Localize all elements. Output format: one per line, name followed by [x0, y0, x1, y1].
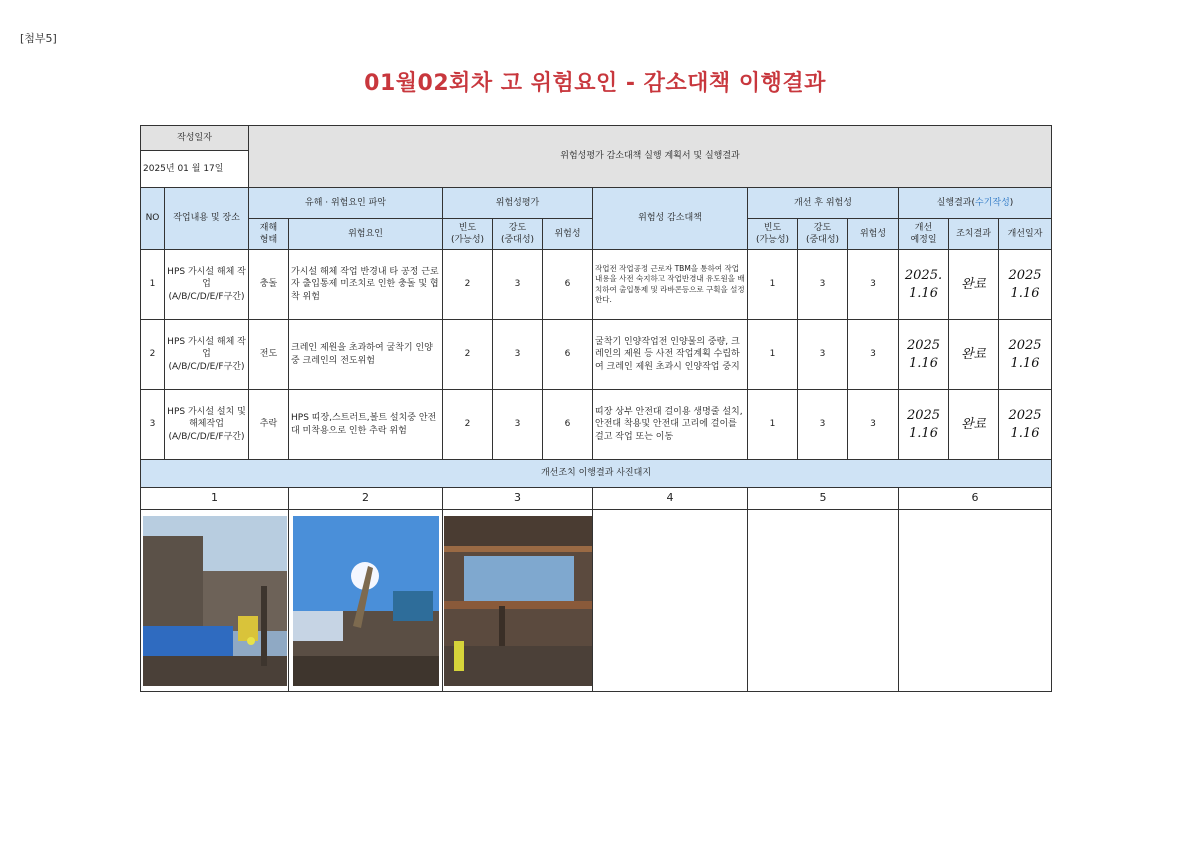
col-planned-date: 개선 예정일 [899, 219, 949, 250]
photo-number: 6 [899, 488, 1052, 510]
col-freq: 빈도 (가능성) [443, 219, 493, 250]
row-after-risk: 3 [848, 390, 899, 460]
photo-section-title: 개선조치 이행결과 사진대지 [141, 460, 1052, 488]
row-after-severity: 3 [798, 320, 848, 390]
row-after-freq: 1 [748, 390, 798, 460]
photo-number: 2 [289, 488, 443, 510]
col-done-date: 개선일자 [999, 219, 1052, 250]
page-title: 01월02회차 고 위험요인 - 감소대책 이행결과 [364, 71, 826, 96]
row-risk: 6 [543, 390, 593, 460]
col-hazard: 위험요인 [289, 219, 443, 250]
row-severity: 3 [493, 250, 543, 320]
photo-number: 4 [593, 488, 748, 510]
col-hazard-group: 유해 · 위험요인 파악 [249, 188, 443, 219]
col-after-risk: 위험성 [848, 219, 899, 250]
col-result-group [899, 188, 1052, 219]
col-task: 작업내용 및 장소 [165, 188, 249, 250]
photo-cell-5 [748, 510, 899, 692]
row-task: HPS 가시설 해체 작업 (A/B/C/D/E/F구간) [165, 320, 249, 390]
row-after-freq: 1 [748, 250, 798, 320]
col-risk: 위험성 [543, 219, 593, 250]
row-after-severity: 3 [798, 250, 848, 320]
col-no: NO [141, 188, 165, 250]
row-severity: 3 [493, 390, 543, 460]
table-row [141, 390, 1052, 460]
row-measure: 작업전 작업공정 근로자 TBM을 통하여 작업내용을 사전 숙지하고 작업반경내 유도원을 배치하여 출입통제 및 라바콘등으로 구획을 설정한다. [593, 250, 748, 320]
row-done-date: 2025 1.16 [999, 250, 1052, 320]
row-measure: 굴착기 인양작업전 인양물의 중량, 크레인의 제원 등 사전 작업계획 수립하여 크레인 제원 초과시 인양작업 중지 [593, 320, 748, 390]
col-after-freq: 빈도 (가능성) [748, 219, 798, 250]
col-eval-group: 위험성평가 [443, 188, 593, 219]
photo-number: 1 [141, 488, 289, 510]
row-no: 1 [141, 250, 165, 320]
row-hazard: HPS 띠장,스트러트,볼트 설치중 안전대 미착용으로 인한 추락 위험 [289, 390, 443, 460]
photo-cell-3 [443, 510, 593, 692]
photo-number: 3 [443, 488, 593, 510]
date-value: 2025년 01 월 17일 [141, 151, 249, 188]
row-risk: 6 [543, 320, 593, 390]
result-group-suffix: ) [1009, 197, 1014, 208]
row-after-risk: 3 [848, 250, 899, 320]
row-hazard: 가시설 해체 작업 반경내 타 공정 근로자 출입통제 미조치로 인한 충돌 및 협착 위험 [289, 250, 443, 320]
row-planned-date: 2025 1.16 [899, 320, 949, 390]
row-measure: 띠장 상부 안전대 걸이용 생명줄 설치,안전대 착용및 안전대 고리에 걸이를 걸고 작업 또는 이동 [593, 390, 748, 460]
col-after-severity: 강도 (중대성) [798, 219, 848, 250]
site-photo-1 [143, 516, 287, 686]
result-group-handwritten: 수기작성 [975, 197, 1010, 208]
row-task: HPS 가시설 설치 및 해체작업 (A/B/C/D/E/F구간) [165, 390, 249, 460]
plan-title: 위험성평가 감소대책 실행 계획서 및 실행결과 [249, 126, 1052, 188]
row-done-date: 2025 1.16 [999, 390, 1052, 460]
row-planned-date: 2025 1.16 [899, 390, 949, 460]
row-task: HPS 가시설 해체 작업 (A/B/C/D/E/F구간) [165, 250, 249, 320]
photo-cell-2 [289, 510, 443, 692]
table-row [141, 250, 1052, 320]
col-action-result: 조치결과 [949, 219, 999, 250]
row-hazard: 크레인 제원을 초과하여 굴착기 인양중 크레인의 전도위험 [289, 320, 443, 390]
row-freq: 2 [443, 390, 493, 460]
photo-cell-1 [141, 510, 289, 692]
col-after-group: 개선 후 위험성 [748, 188, 899, 219]
row-after-risk: 3 [848, 320, 899, 390]
col-measure: 위험성 감소대책 [593, 188, 748, 250]
row-no: 2 [141, 320, 165, 390]
row-risk: 6 [543, 250, 593, 320]
row-after-freq: 1 [748, 320, 798, 390]
date-label: 작성일자 [141, 126, 249, 151]
col-severity: 강도 (중대성) [493, 219, 543, 250]
row-action-result: 완료 [949, 320, 999, 390]
risk-table [140, 125, 1052, 692]
result-group-prefix: 실행결과( [936, 197, 975, 208]
photo-cell-6 [899, 510, 1052, 692]
row-no: 3 [141, 390, 165, 460]
col-disaster-type: 재해 형태 [249, 219, 289, 250]
row-type: 전도 [249, 320, 289, 390]
photo-number: 5 [748, 488, 899, 510]
photo-cell-4 [593, 510, 748, 692]
row-action-result: 완료 [949, 390, 999, 460]
row-type: 추락 [249, 390, 289, 460]
table-row [141, 320, 1052, 390]
attachment-label: [첨부5] [20, 32, 57, 45]
site-photo-2 [293, 516, 439, 686]
site-photo-3 [444, 516, 592, 686]
row-severity: 3 [493, 320, 543, 390]
row-done-date: 2025 1.16 [999, 320, 1052, 390]
row-freq: 2 [443, 250, 493, 320]
row-type: 충돌 [249, 250, 289, 320]
row-action-result: 완료 [949, 250, 999, 320]
row-planned-date: 2025. 1.16 [899, 250, 949, 320]
row-after-severity: 3 [798, 390, 848, 460]
row-freq: 2 [443, 320, 493, 390]
